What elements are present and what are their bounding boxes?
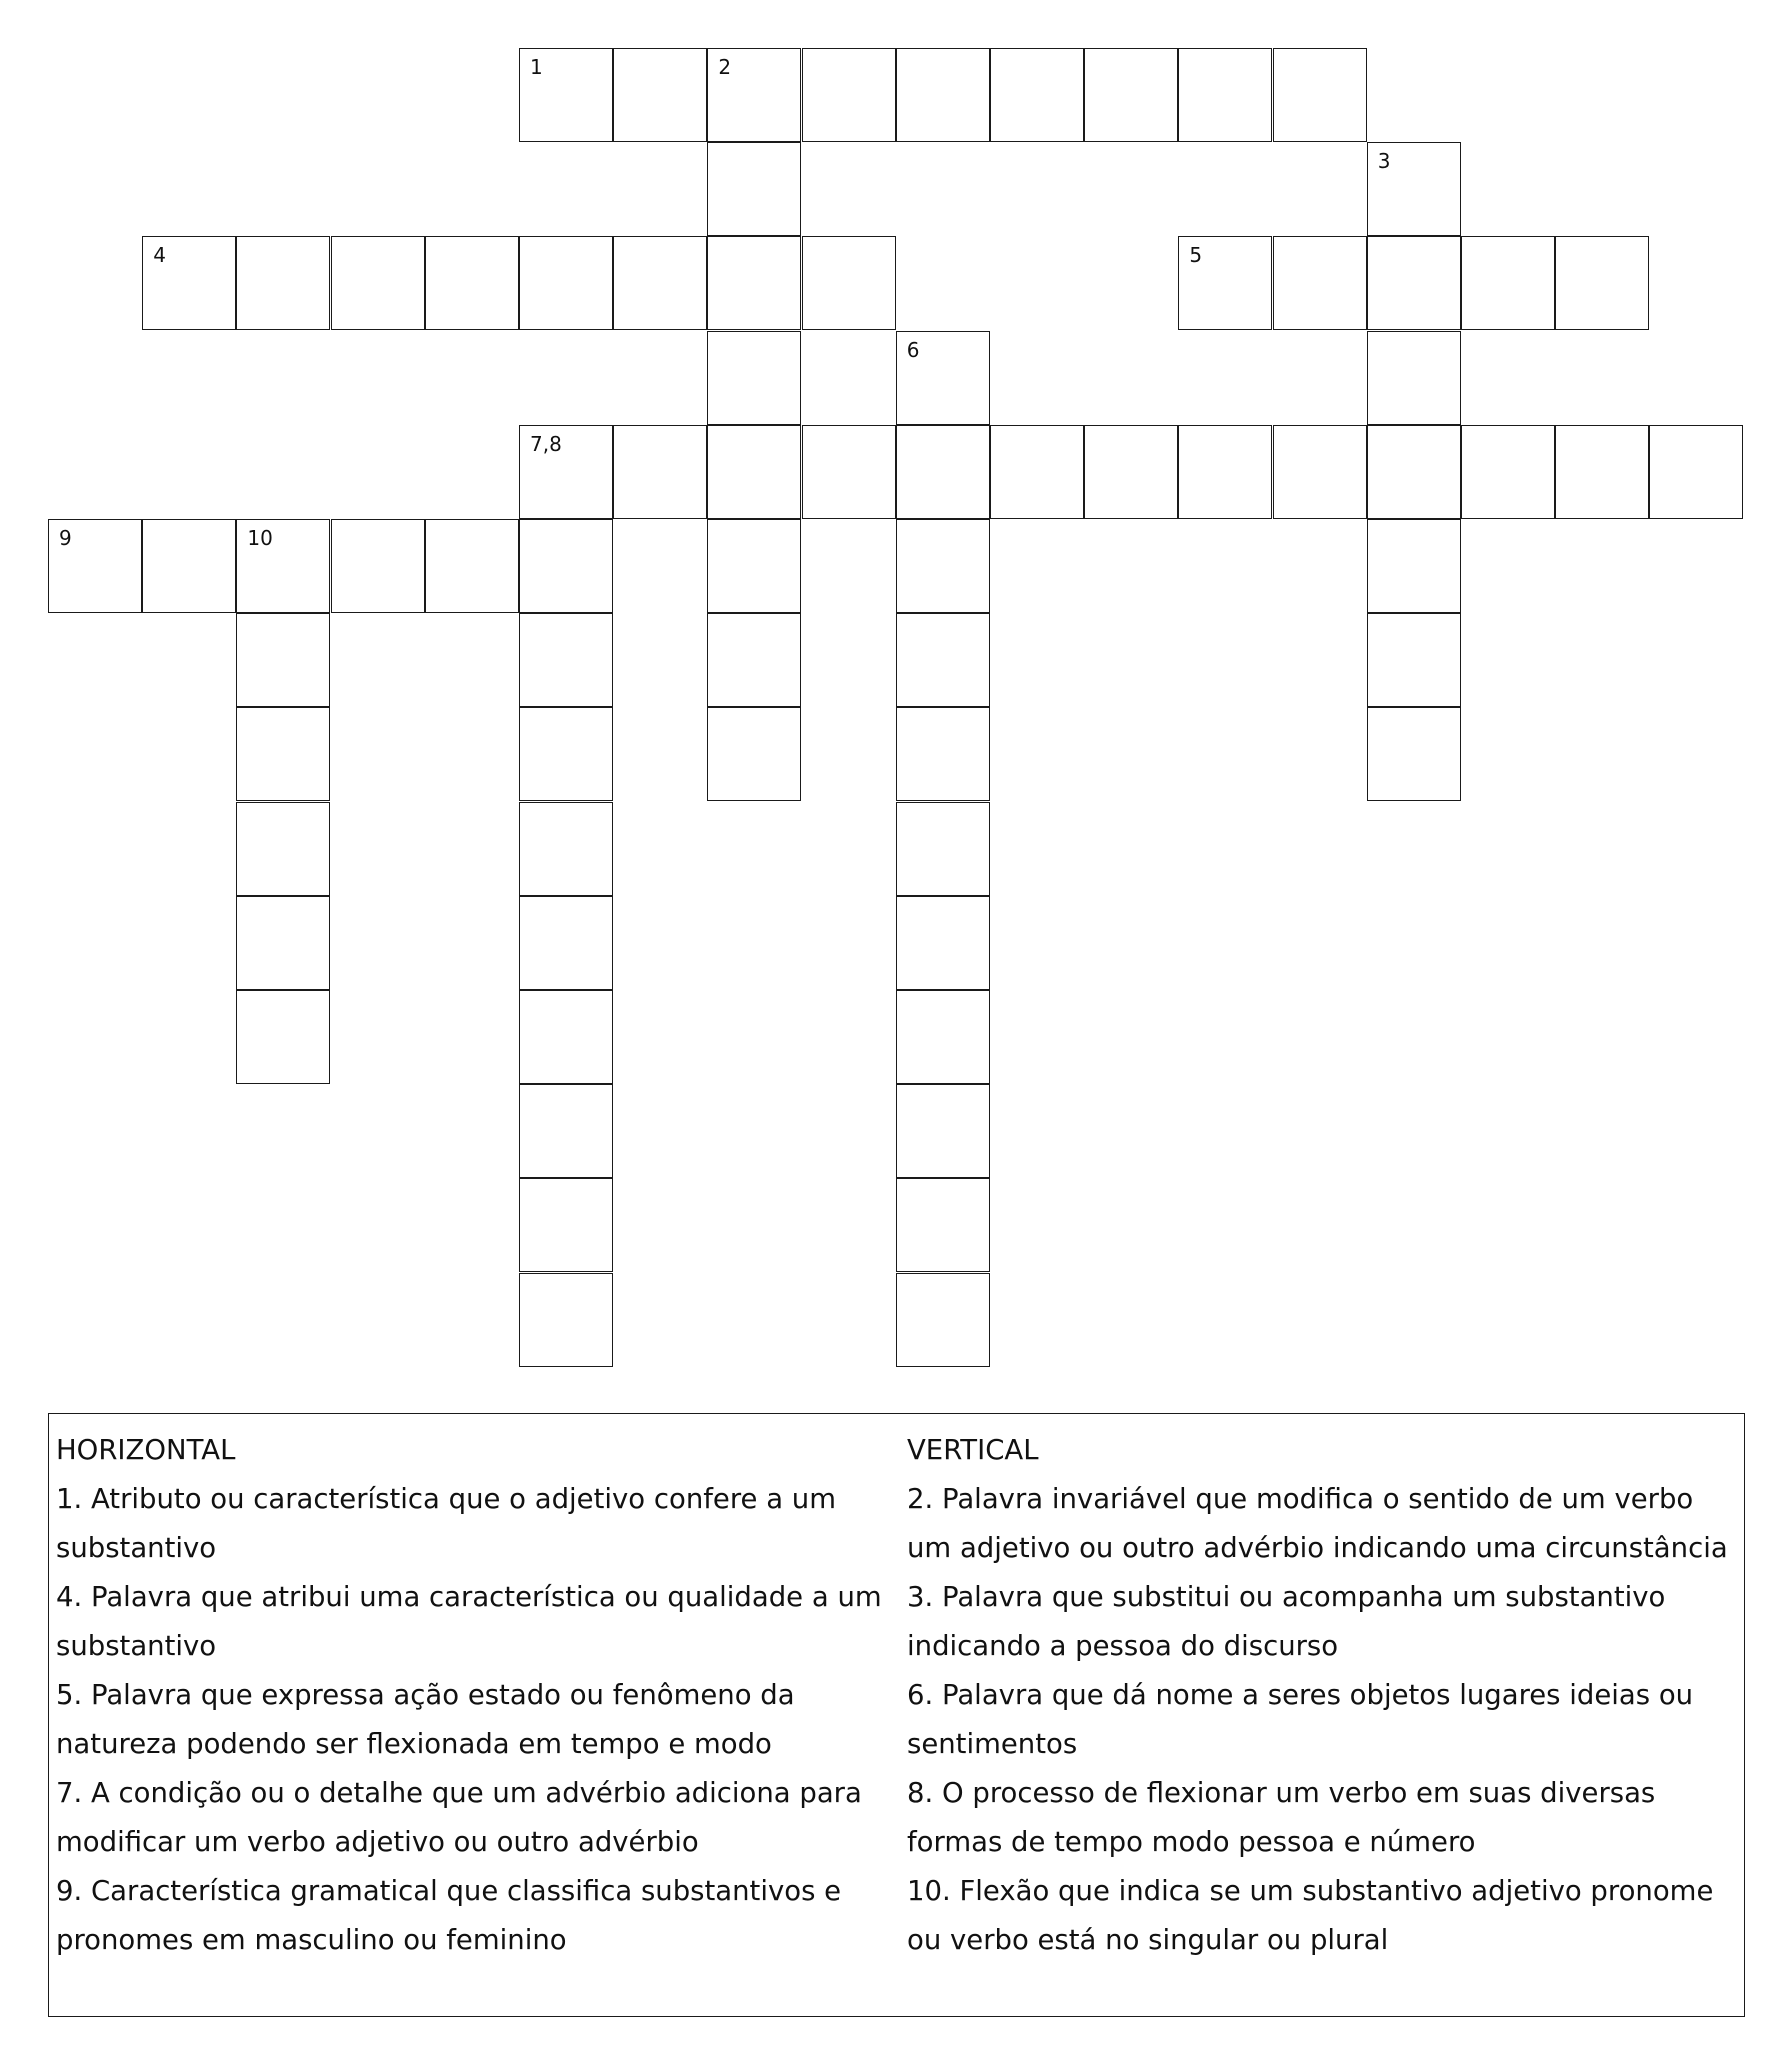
crossword-cell[interactable]: [236, 990, 330, 1084]
crossword-cell[interactable]: [519, 519, 613, 613]
crossword-cell[interactable]: [613, 236, 707, 330]
crossword-cell[interactable]: [802, 236, 896, 330]
crossword-cell[interactable]: [707, 707, 801, 801]
clue-number: 3: [1377, 149, 1391, 174]
crossword-cell[interactable]: [519, 1178, 613, 1272]
crossword-cell[interactable]: [896, 425, 990, 519]
crossword-cell[interactable]: [896, 1273, 990, 1367]
crossword-cell[interactable]: [519, 802, 613, 896]
crossword-cell[interactable]: [1367, 236, 1461, 330]
crossword-cell[interactable]: [1273, 236, 1367, 330]
crossword-cell[interactable]: [1367, 707, 1461, 801]
clue-across-1: 1. Atributo ou característica que o adjetivo confere a um substantivo: [56, 1483, 837, 1564]
crossword-cell[interactable]: [236, 802, 330, 896]
clue-across-9: 9. Característica gramatical que classifica substantivos e pronomes em masculino ou feminino: [56, 1875, 842, 1956]
clue-down-10: 10. Flexão que indica se um substantivo adjetivo pronome ou verbo está no singular ou plural: [907, 1875, 1714, 1956]
crossword-cell[interactable]: [519, 613, 613, 707]
crossword-cell[interactable]: [519, 48, 613, 142]
crossword-cell[interactable]: [1555, 425, 1649, 519]
crossword-cell[interactable]: [1367, 425, 1461, 519]
vertical-clues: [907, 1426, 1739, 1965]
crossword-cell[interactable]: [896, 896, 990, 990]
crossword-cell[interactable]: [896, 613, 990, 707]
crossword-cell[interactable]: [519, 1084, 613, 1178]
crossword-cell[interactable]: [613, 425, 707, 519]
crossword-cell[interactable]: [896, 707, 990, 801]
clue-number: 10: [247, 526, 273, 550]
clues-box: [48, 1413, 1745, 2017]
crossword-cell[interactable]: [236, 519, 330, 613]
crossword-cell[interactable]: [1084, 425, 1178, 519]
clue-number: 6: [906, 337, 920, 362]
clue-number: 2: [718, 55, 732, 79]
crossword-cell[interactable]: [896, 802, 990, 896]
crossword-cell[interactable]: [48, 519, 142, 613]
crossword-cell[interactable]: [1367, 613, 1461, 707]
clue-number: 5: [1189, 243, 1203, 268]
crossword-cell[interactable]: [707, 613, 801, 707]
clue-number: 9: [59, 526, 72, 550]
clue-number: 4: [153, 243, 166, 268]
crossword-cell[interactable]: [236, 896, 330, 990]
crossword-cell[interactable]: [519, 990, 613, 1084]
clue-number: 7,8: [530, 431, 562, 456]
crossword-cell[interactable]: [707, 425, 801, 519]
crossword-cell[interactable]: [425, 519, 519, 613]
clue-down-6: 6. Palavra que dá nome a seres objetos lugares ideias ou sentimentos: [907, 1679, 1694, 1760]
crossword-cell[interactable]: [1367, 142, 1461, 236]
crossword-cell[interactable]: [896, 990, 990, 1084]
crossword-cell[interactable]: [142, 519, 236, 613]
crossword-cell[interactable]: [1367, 331, 1461, 425]
crossword-cell[interactable]: [331, 236, 425, 330]
crossword-cell[interactable]: [519, 707, 613, 801]
crossword-cell[interactable]: [896, 1178, 990, 1272]
crossword-cell[interactable]: [519, 236, 613, 330]
clue-across-4: 4. Palavra que atribui uma característica ou qualidade a um substantivo: [56, 1581, 882, 1662]
clue-number: 1: [530, 55, 543, 79]
crossword-cell[interactable]: [1178, 48, 1272, 142]
clue-down-8: 8. O processo de flexionar um verbo em suas diversas formas de tempo modo pessoa e número: [907, 1777, 1656, 1858]
clue-down-2: 2. Palavra invariável que modifica o sentido de um verbo um adjetivo ou outro advérbio indicando uma circunstância: [907, 1483, 1728, 1564]
crossword-cell[interactable]: [236, 707, 330, 801]
crossword-cell[interactable]: [1178, 236, 1272, 330]
crossword-cell[interactable]: [331, 519, 425, 613]
crossword-cell[interactable]: [1273, 425, 1367, 519]
crossword-cell[interactable]: [1367, 519, 1461, 613]
crossword-cell[interactable]: [613, 48, 707, 142]
crossword-cell[interactable]: [1178, 425, 1272, 519]
crossword-cell[interactable]: [142, 236, 236, 330]
crossword-cell[interactable]: [896, 48, 990, 142]
crossword-cell[interactable]: [1084, 48, 1178, 142]
crossword-cell[interactable]: [707, 48, 801, 142]
crossword-cell[interactable]: [990, 425, 1084, 519]
crossword-cell[interactable]: [519, 425, 613, 519]
vertical-heading: VERTICAL: [907, 1434, 1039, 1466]
crossword-cell[interactable]: [707, 519, 801, 613]
crossword-cell[interactable]: [707, 142, 801, 236]
crossword-cell[interactable]: [236, 236, 330, 330]
clue-across-7: 7. A condição ou o detalhe que um advérbio adiciona para modificar um verbo adjetivo ou outro advérbio: [56, 1777, 862, 1858]
crossword-cell[interactable]: [1273, 48, 1367, 142]
crossword-cell[interactable]: [896, 331, 990, 425]
crossword-cell[interactable]: [896, 1084, 990, 1178]
crossword-cell[interactable]: [990, 48, 1084, 142]
horizontal-heading: HORIZONTAL: [56, 1434, 236, 1466]
crossword-cell[interactable]: [236, 613, 330, 707]
crossword-cell[interactable]: [802, 425, 896, 519]
crossword-cell[interactable]: [802, 48, 896, 142]
crossword-cell[interactable]: [1555, 236, 1649, 330]
clue-down-3: 3. Palavra que substitui ou acompanha um substantivo indicando a pessoa do discurso: [907, 1581, 1666, 1662]
crossword-cell[interactable]: [896, 519, 990, 613]
horizontal-clues: [56, 1426, 896, 1965]
crossword-cell[interactable]: [707, 331, 801, 425]
crossword-cell[interactable]: [1461, 236, 1555, 330]
crossword-cell[interactable]: [519, 896, 613, 990]
crossword-cell[interactable]: [1461, 425, 1555, 519]
crossword-cell[interactable]: [519, 1273, 613, 1367]
clue-across-5: 5. Palavra que expressa ação estado ou fenômeno da natureza podendo ser flexionada em tempo e modo: [56, 1679, 795, 1760]
crossword-cell[interactable]: [707, 236, 801, 330]
crossword-cell[interactable]: [1649, 425, 1743, 519]
crossword-cell[interactable]: [425, 236, 519, 330]
